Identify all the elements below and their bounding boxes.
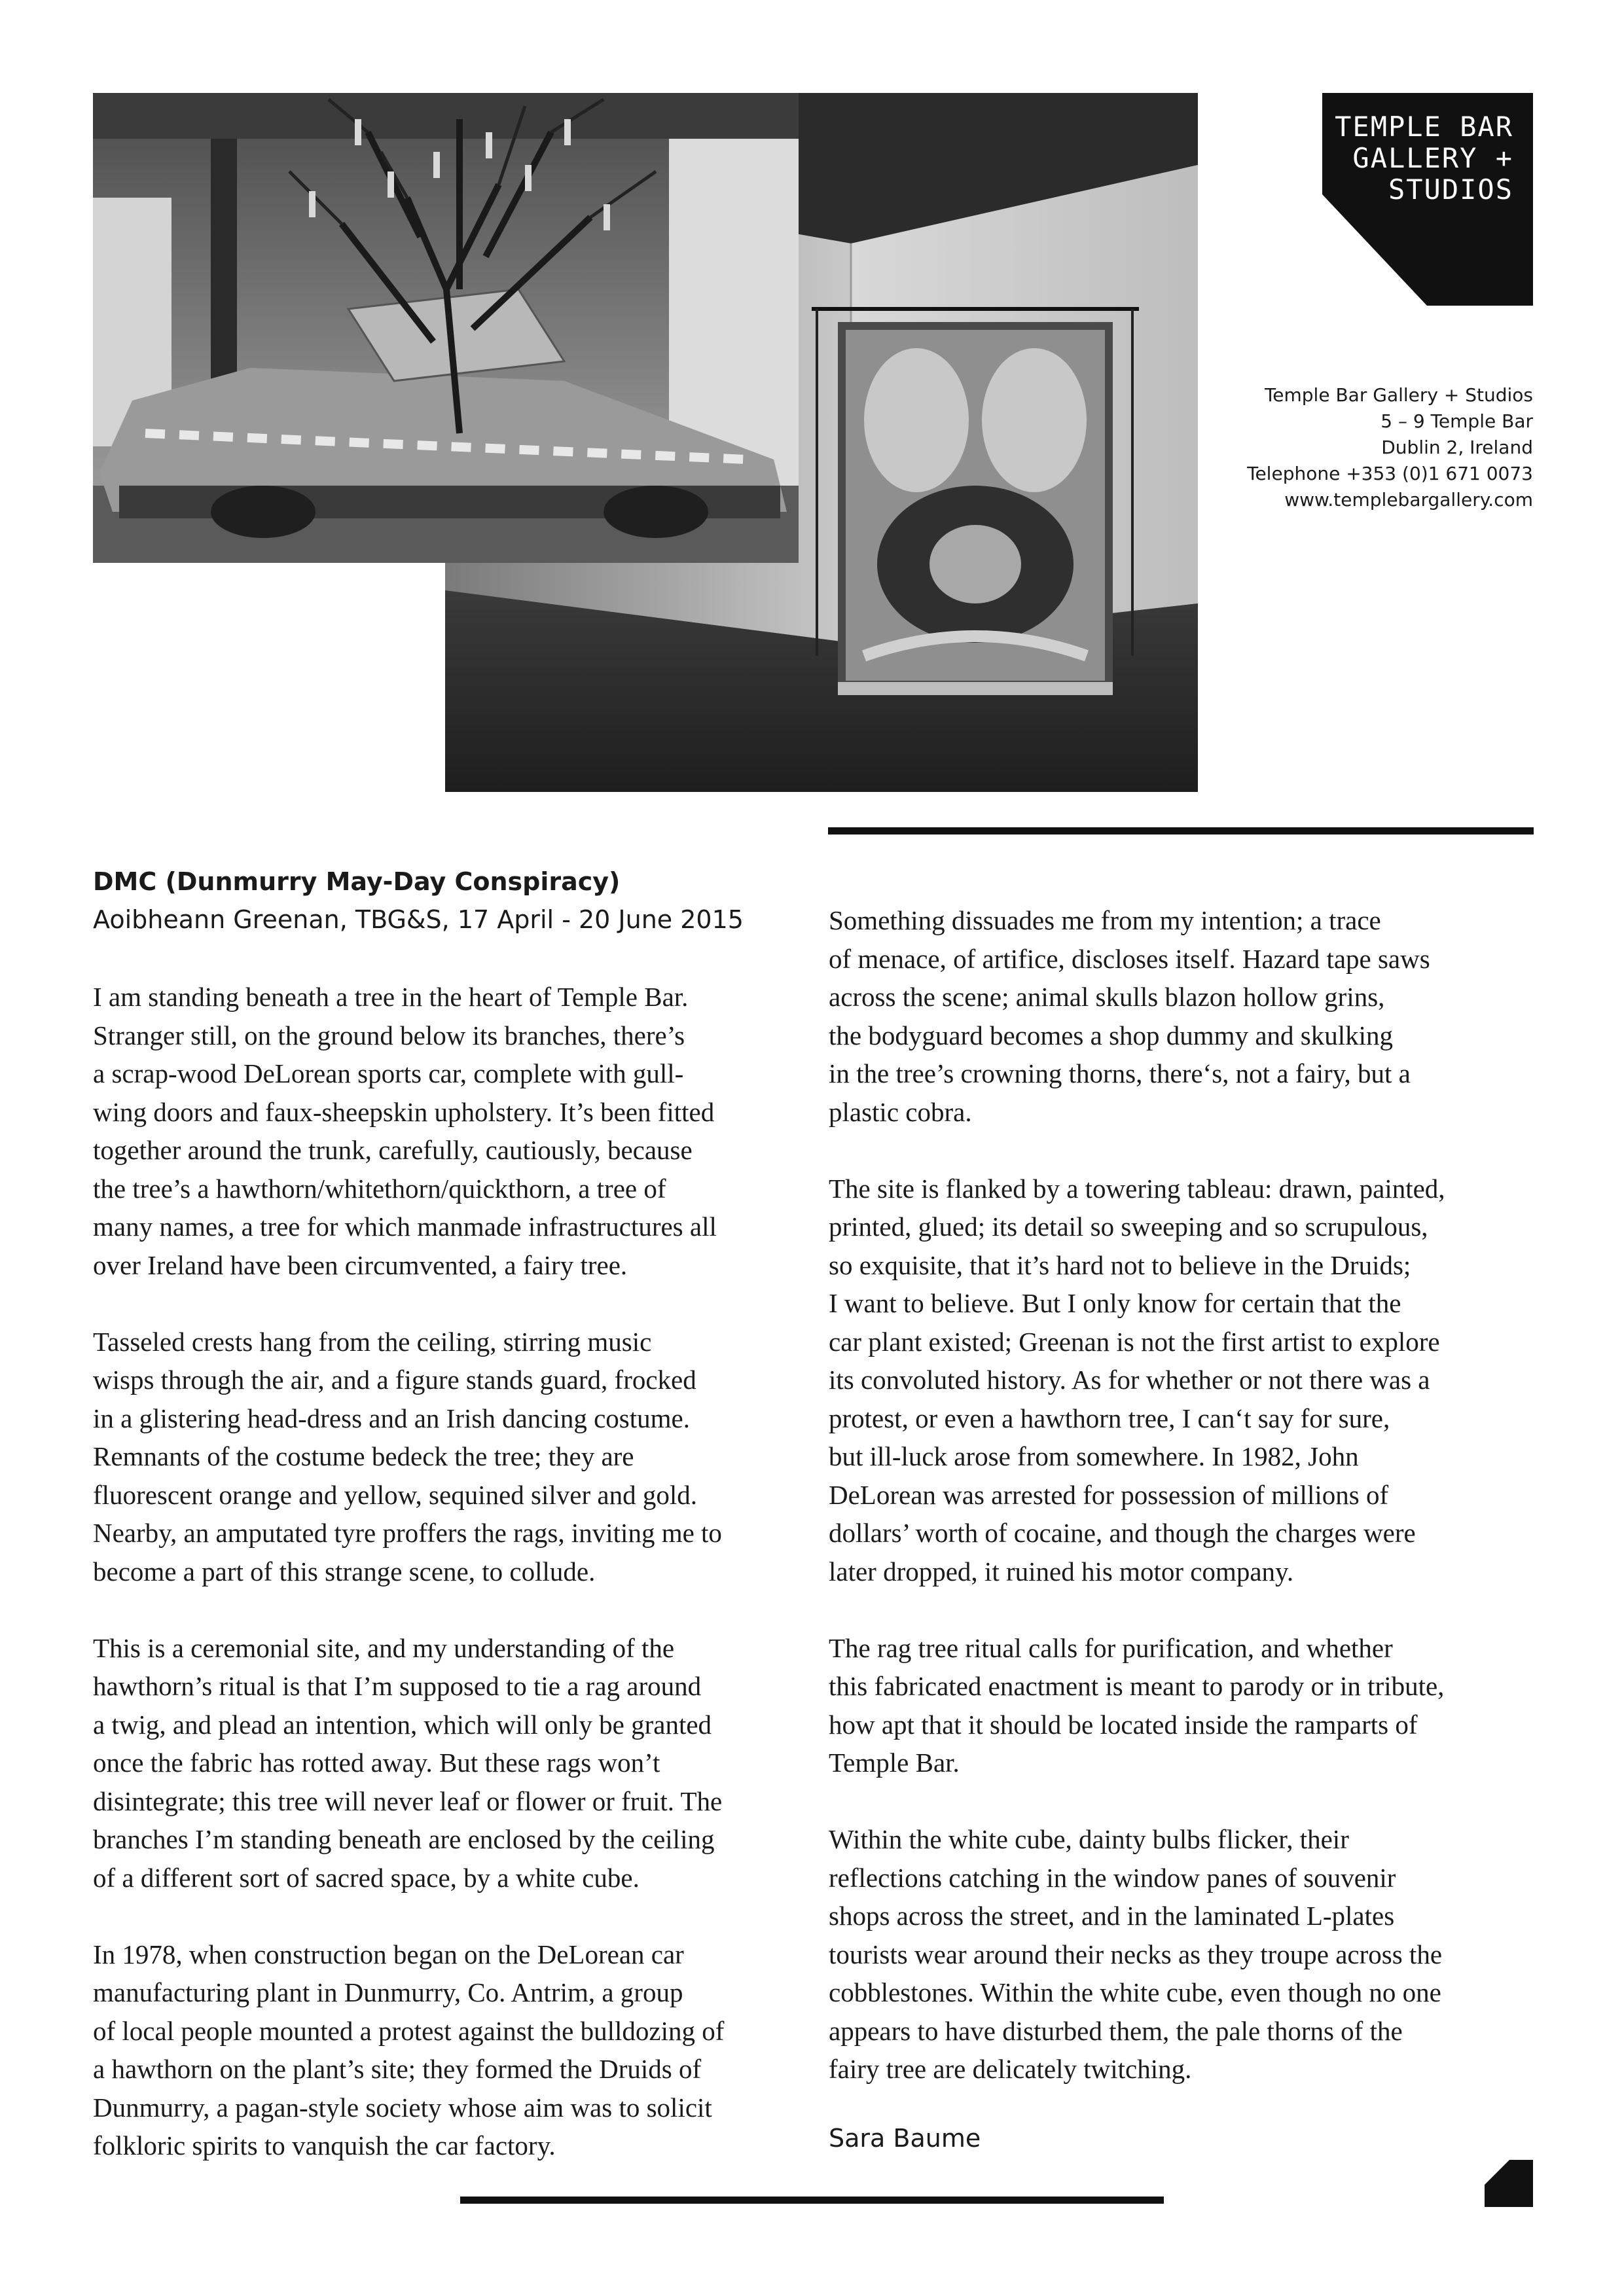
text-line: this fabricated enactment is meant to parody or in tribute,	[829, 1671, 1445, 1701]
text-line: in the tree’s crowning thorns, there‘s, not a fairy, but a	[829, 1058, 1411, 1088]
text-line: over Ireland have been circumvented, a fairy tree.	[93, 1249, 628, 1280]
installation-delorean-tree-photo	[93, 93, 799, 563]
paragraph	[93, 1935, 820, 2165]
paragraph	[829, 1820, 1555, 2089]
text-line: a twig, and plead an intention, which will only be granted	[93, 1709, 712, 1740]
article-title: DMC (Dunmurry May-Day Conspiracy)	[93, 867, 621, 896]
text-line: manufacturing plant in Dunmurry, Co. Antrim, a group	[93, 1977, 683, 2007]
logo-line: TEMPLE BAR	[1335, 111, 1513, 143]
paragraph	[93, 978, 820, 1284]
text-line: The site is flanked by a towering tableau: drawn, painted,	[829, 1173, 1445, 1204]
text-line: in a glistering head-dress and an Irish dancing costume.	[93, 1403, 690, 1433]
address-line: 5 – 9 Temple Bar	[1380, 410, 1533, 432]
text-line: a scrap-wood DeLorean sports car, complete with gull-	[93, 1058, 684, 1088]
text-line: so exquisite, that it’s hard not to believe in the Druids;	[829, 1249, 1411, 1280]
text-line: The rag tree ritual calls for purification, and whether	[829, 1632, 1393, 1663]
text-line: shops across the street, and in the laminated L-plates	[829, 1901, 1395, 1931]
text-line: folkloric spirits to vanquish the car factory.	[93, 2130, 556, 2161]
paragraph	[93, 1323, 820, 1591]
text-line: Something dissuades me from my intention; a trace	[829, 905, 1381, 935]
address-website[interactable]: www.templebargallery.com	[1284, 489, 1533, 511]
gallery-address	[1218, 382, 1533, 513]
address-line: Dublin 2, Ireland	[1381, 437, 1533, 458]
text-line: This is a ceremonial site, and my understanding of the	[93, 1632, 675, 1663]
text-line: I want to believe. But I only know for certain that the	[829, 1288, 1401, 1318]
text-line: Tasseled crests hang from the ceiling, stirring music	[93, 1326, 652, 1357]
text-line: Dunmurry, a pagan-style society whose aim was to solicit	[93, 2092, 712, 2123]
text-line: Stranger still, on the ground below its branches, there’s	[93, 1020, 685, 1050]
text-line: its convoluted history. As for whether or not there was a	[829, 1365, 1430, 1395]
corner-mark-icon	[1485, 2160, 1533, 2207]
temple-bar-gallery-logo	[1322, 93, 1533, 306]
text-line: wisps through the air, and a figure stands guard, frocked	[93, 1365, 696, 1395]
text-line: dollars’ worth of cocaine, and though the charges were	[829, 1518, 1416, 1548]
top-divider-rule	[828, 827, 1534, 834]
right-text-column	[829, 901, 1555, 2126]
logo-line: GALLERY +	[1352, 142, 1513, 174]
text-line: the tree’s a hawthorn/whitethorn/quickthorn, a tree of	[93, 1173, 666, 1204]
text-line: wing doors and faux-sheepskin upholstery. It’s been fitted	[93, 1096, 715, 1127]
text-line: later dropped, it ruined his motor company.	[829, 1556, 1294, 1587]
text-line: of menace, of artifice, discloses itself. Hazard tape saws	[829, 943, 1430, 974]
text-line: branches I’m standing beneath are enclosed by the ceiling	[93, 1824, 715, 1854]
text-line: In 1978, when construction began on the DeLorean car	[93, 1939, 684, 1969]
text-line: car plant existed; Greenan is not the first artist to explore	[829, 1326, 1440, 1357]
text-line: across the scene; animal skulls blazon hollow grins,	[829, 982, 1385, 1012]
text-line: once the fabric has rotted away. But these rags won’t	[93, 1748, 660, 1778]
text-line: but ill-luck arose from somewhere. In 1982, John	[829, 1441, 1359, 1471]
text-line: a hawthorn on the plant’s site; they formed the Druids of	[93, 2054, 702, 2084]
text-line: protest, or even a hawthorn tree, I can‘t say for sure,	[829, 1403, 1390, 1433]
text-line: Remnants of the costume bedeck the tree; they are	[93, 1441, 634, 1471]
text-line: disintegrate; this tree will never leaf or flower or fruit. The	[93, 1785, 723, 1816]
address-line: Temple Bar Gallery + Studios	[1264, 384, 1533, 406]
left-text-column	[93, 978, 820, 2203]
text-line: plastic cobra.	[829, 1096, 972, 1127]
paragraph	[829, 1170, 1555, 1591]
author-signature: Sara Baume	[829, 2124, 981, 2153]
text-line: printed, glued; its detail so sweeping and so scrupulous,	[829, 1211, 1428, 1242]
text-line: together around the trunk, carefully, cautiously, because	[93, 1135, 693, 1165]
text-line: fluorescent orange and yellow, sequined silver and gold.	[93, 1479, 697, 1510]
logo-line: STUDIOS	[1388, 173, 1513, 206]
address-telephone: Telephone +353 (0)1 671 0073	[1247, 463, 1533, 484]
text-line: reflections catching in the window panes of souvenir	[829, 1862, 1396, 1893]
text-line: DeLorean was arrested for possession of millions of	[829, 1479, 1389, 1510]
text-line: become a part of this strange scene, to collude.	[93, 1556, 596, 1587]
article-subtitle: Aoibheann Greenan, TBG&S, 17 April - 20 June 2015	[93, 905, 744, 934]
text-line: the bodyguard becomes a shop dummy and skulking	[829, 1020, 1394, 1050]
paragraph	[829, 901, 1555, 1131]
text-line: Temple Bar.	[829, 1748, 960, 1778]
text-line: of a different sort of sacred space, by a white cube.	[93, 1862, 640, 1893]
text-line: Within the white cube, dainty bulbs flicker, their	[829, 1824, 1349, 1854]
paragraph	[93, 1629, 820, 1897]
paragraph	[829, 1629, 1555, 1782]
text-line: many names, a tree for which manmade infrastructures all	[93, 1211, 717, 1242]
text-line: tourists wear around their necks as they troupe across the	[829, 1939, 1443, 1969]
text-line: I am standing beneath a tree in the heart of Temple Bar.	[93, 982, 689, 1012]
text-line: hawthorn’s ritual is that I’m supposed to tie a rag around	[93, 1671, 702, 1701]
text-line: cobblestones. Within the white cube, even though no one	[829, 1977, 1441, 2007]
text-line: appears to have disturbed them, the pale thorns of the	[829, 2015, 1403, 2046]
text-line: fairy tree are delicately twitching.	[829, 2054, 1192, 2084]
text-line: Nearby, an amputated tyre proffers the rags, inviting me to	[93, 1518, 722, 1548]
text-line: of local people mounted a protest against the bulldozing of	[93, 2015, 725, 2046]
bottom-divider-rule	[460, 2197, 1164, 2204]
text-line: how apt that it should be located inside the ramparts of	[829, 1709, 1418, 1740]
logo-text	[1335, 111, 1513, 206]
